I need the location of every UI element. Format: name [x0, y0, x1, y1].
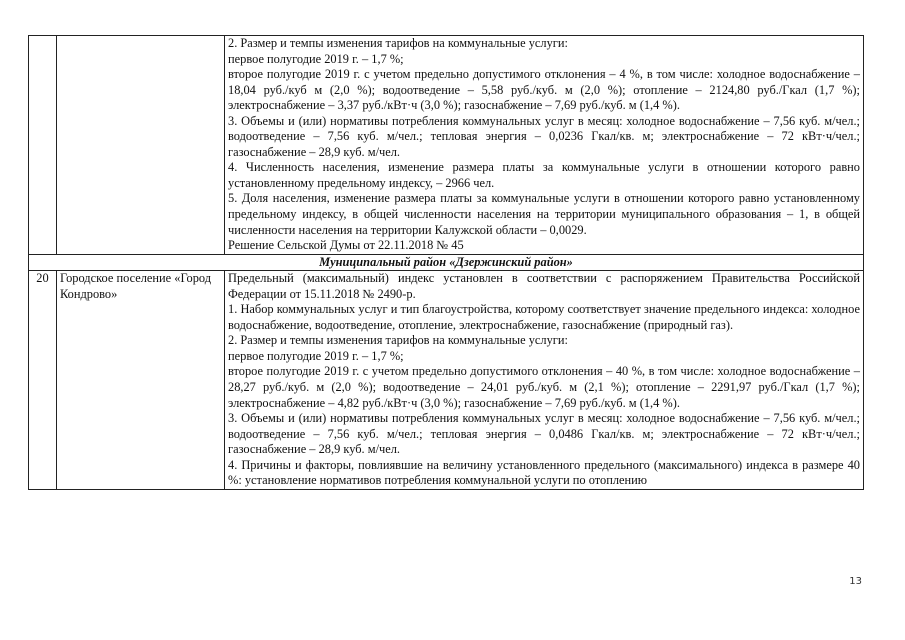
paragraph: 1. Набор коммунальных услуг и тип благоустройства, которому соответствует значение предельного индекса: холодное водоснабжение, водоотведение, отопление, электроснабжение, газоснабжение (природный газ). — [228, 302, 860, 332]
paragraph: 2. Размер и темпы изменения тарифов на коммунальные услуги: — [228, 36, 568, 50]
district-header: Муниципальный район «Дзержинский район» — [29, 254, 864, 271]
municipality-name-cell: Городское поселение «Город Кондрово» — [57, 271, 225, 490]
decision-reference: Решение Сельской Думы от 22.11.2018 № 45 — [228, 238, 464, 253]
paragraph: Предельный (максимальный) индекс установлен в соответствии с распоряжением Правительства Российской Федерации от 15.11.2018 № 2490-р. — [228, 271, 860, 301]
paragraph: 5. Доля населения, изменение размера платы за коммунальные услуги в отношении которого равно установленному предельному индексу, в общей численности населения на территории муниципального образования – 1, в общей численности населения на территории Калужской области – 0,0029. — [228, 191, 860, 237]
row-number-cell: 20 — [29, 271, 57, 490]
paragraph: 3. Объемы и (или) нормативы потребления коммунальных услуг в месяц: холодное водоснабжение – 7,56 куб. м/чел.; водоотведение – 7,56 куб. м/чел.; тепловая энергия – 0,0236 Гкал/кв. м; электроснабжение – 72 кВт·ч/чел.; газоснабжение – 28,9 куб. м/чел. — [228, 113, 860, 159]
paragraph: первое полугодие 2019 г. – 1,7 %; — [228, 51, 404, 66]
document-table — [28, 35, 864, 490]
paragraph: 2. Размер и темпы изменения тарифов на коммунальные услуги: — [228, 333, 568, 348]
paragraph: 4. Причины и факторы, повлиявшие на величину установленного предельного (максимального) индекса в размере 40 %: установление нормативов потребления коммунальной услуги по отоплению — [228, 457, 860, 488]
paragraph: первое полугодие 2019 г. – 1,7 %; — [228, 348, 404, 363]
row-number-cell — [29, 36, 57, 255]
paragraph: второе полугодие 2019 г. с учетом предельно допустимого отклонения – 4 %, в том числе: холодное водоснабжение – 18,04 руб./куб м (2,0 %); водоотведение – 5,58 руб./куб. м (2,0 %); отопление – 2124,80 руб./Гкал (1,7 %); электроснабжение – 3,37 руб./кВт·ч (3,0 %); газоснабжение – 7,69 руб./куб. м (1,4 %). — [228, 67, 860, 113]
table-row — [29, 271, 864, 490]
paragraph: 3. Объемы и (или) нормативы потребления коммунальных услуг в месяц: холодное водоснабжение – 7,56 куб. м/чел.; водоотведение – 7,56 куб. м/чел.; тепловая энергия – 0,0486 Гкал/кв. м; электроснабжение – 72 кВт·ч/чел.; газоснабжение – 28,9 куб. м/чел. — [228, 411, 860, 457]
paragraph: второе полугодие 2019 г. с учетом предельно допустимого отклонения – 40 %, в том числе: холодное водоснабжение – 28,27 руб./куб. м (2,0 %); водоотведение – 24,01 руб./куб. м (2,1 %); отопление – 2291,97 руб./Гкал (1,7 %); электроснабжение – 4,82 руб./кВт·ч (3,0 %); газоснабжение – 7,69 руб./куб. м (1,4 %). — [228, 364, 860, 410]
details-cell — [225, 36, 864, 255]
table-row — [29, 36, 864, 255]
district-header-row — [29, 254, 864, 271]
page-number: 13 — [849, 576, 862, 587]
municipality-name-cell — [57, 36, 225, 255]
details-cell — [225, 271, 864, 490]
paragraph: 4. Численность населения, изменение размера платы за коммунальные услуги в отношении которого равно установленному предельному индексу, – 2966 чел. — [228, 160, 860, 190]
